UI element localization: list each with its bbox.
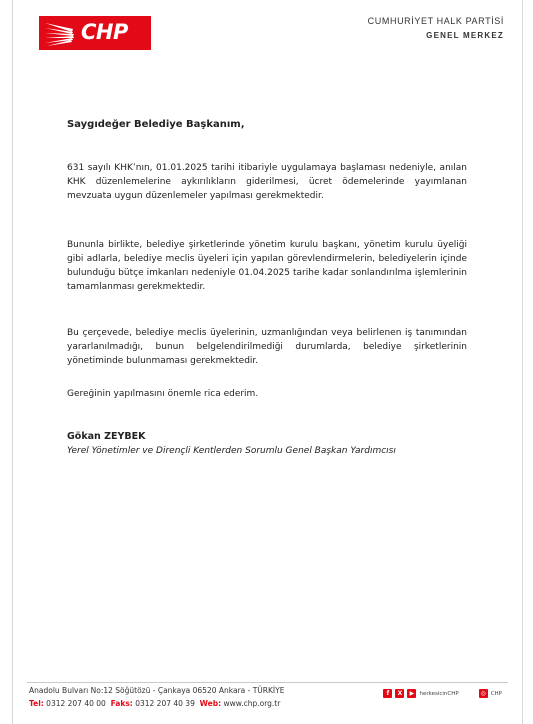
fax-number: 0312 207 40 39 — [135, 699, 195, 708]
footer-divider — [27, 682, 508, 683]
social-handle-1[interactable]: herkesicinCHP — [419, 690, 459, 697]
social-links — [383, 689, 502, 698]
web-label: Web: — [199, 699, 222, 708]
paragraph-1: 631 sayılı KHK’nın, 01.01.2025 tarihi itibariyle uygulamaya başlaması nedeniyle, anılan KHK düzenlemelerine aykırılıkların giderilmesi, ücret ödemelerinde yayımlanan mevzuata uygun düzenlemeler yapılması gerekmektedir. — [67, 163, 467, 201]
youtube-icon[interactable]: ▶ — [407, 689, 416, 698]
web-link[interactable]: www.chp.org.tr — [223, 699, 281, 708]
logo-text: CHP — [81, 20, 128, 44]
letter-page — [12, 0, 523, 724]
paragraph-2: Bununla birlikte, belediye şirketlerinde yönetim kurulu başkanı, yönetim kurulu üyeliği gibi adlarla, belediye meclis üyeleri için yapılan görevlendirmelerin, belediyelerin içinde bulunduğu bütçe imkanları nedeniyle 01.04.2025 tarihe kadar sonlandırılma işlemlerinin tamamlanması gerekmektedir. — [67, 240, 467, 292]
six-arrows-icon — [43, 19, 81, 47]
instagram-icon[interactable]: ◎ — [480, 690, 486, 697]
tel-label: Tel: — [29, 699, 44, 708]
social-handle-2[interactable]: CHP — [490, 690, 502, 697]
fax-label: Faks: — [110, 699, 133, 708]
party-header — [368, 16, 504, 40]
tel-number: 0312 207 40 00 — [46, 699, 106, 708]
facebook-icon[interactable]: f — [383, 689, 392, 698]
paragraph-4: Gereğinin yapılmasını önemle rica ederim. — [67, 389, 259, 399]
salutation: Saygıdeğer Belediye Başkanım, — [67, 119, 245, 130]
party-name: CUMHURİYET HALK PARTİSİ — [367, 16, 504, 26]
footer-contact — [29, 699, 280, 708]
x-icon[interactable]: X — [395, 689, 404, 698]
chp-logo — [39, 16, 151, 50]
signature-title: Yerel Yönetimler ve Dirençli Kentlerden Sorumlu Genel Başkan Yardımcısı — [67, 446, 396, 456]
paragraph-3: Bu çerçevede, belediye meclis üyelerinin, uzmanlığından veya belirlenen iş tanımından yararlanılmadığı, bunun belgelendirilmediği durumlarda, belediye şirketlerinin yönetiminde bulunmaması gerekmektedir. — [67, 328, 467, 366]
signature-name: Gökan ZEYBEK — [67, 431, 146, 442]
footer-address: Anadolu Bulvarı No:12 Söğütözü - Çankaya 06520 Ankara - TÜRKİYE — [29, 686, 285, 695]
party-department: GENEL MERKEZ — [426, 31, 504, 40]
